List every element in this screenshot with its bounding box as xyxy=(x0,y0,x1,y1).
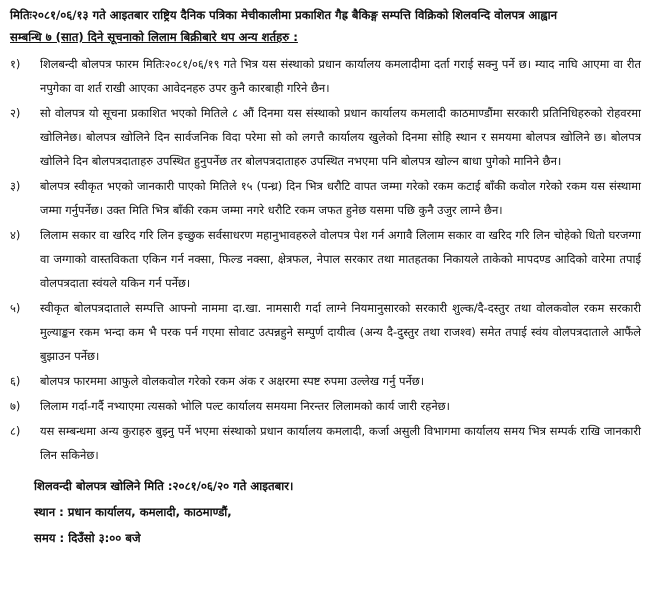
time-value: दिउँसो ३:०० बजे xyxy=(68,531,141,545)
item-number: ४) xyxy=(10,228,21,242)
condition-item-1 xyxy=(10,52,641,100)
item-number: ६) xyxy=(10,374,21,388)
opening-place xyxy=(34,499,641,525)
item-number: १) xyxy=(10,57,21,71)
item-number: ७) xyxy=(10,399,21,413)
place-value: प्रधान कार्यालय, कमलादी, काठमाण्डौं, xyxy=(67,505,232,519)
condition-item-4 xyxy=(10,223,641,295)
heading-line-2: सम्बन्धि ७ (सात) दिने सूचनाको लिलाम बिक्रीबारे थप अन्य शर्तहरु : xyxy=(10,30,298,44)
time-label: समय : xyxy=(34,531,65,545)
notice-heading xyxy=(10,4,641,48)
item-number: २) xyxy=(10,106,21,120)
condition-item-7 xyxy=(10,394,641,418)
opening-date: शिलवन्दी बोलपत्र खोलिने मिति :२०८१/०६/२० गते आइतबार। xyxy=(34,479,294,493)
condition-item-8 xyxy=(10,419,641,467)
condition-item-3 xyxy=(10,174,641,222)
item-text: स्वीकृत बोलपत्रदाताले सम्पत्ति आफ्नो नाममा दा.खा. नामसारी गर्दा लाग्ने नियमानुसारको सरकारी शुल्क/दै-दस्तुर तथा वोलकवोल रकम सरकारी मुल्याङ्कन रकम भन्दा कम भै परक पर्न गएमा सोवाट उत्पन्नहुने सम्पुर्ण दायीत्व (अन्य दै-दुस्तुर तथा राजश्व) समेत तपाई स्वंय वोलपत्रदाताले आफैंले बुझाउन पर्नेछ। xyxy=(40,301,641,363)
conditions-list xyxy=(10,52,641,467)
item-text: लिलाम सकार वा खरिद गरि लिन इच्छुक सर्वसाधरण महानुभावहरुले वोलपत्र पेश गर्न अगावै लिलाम सकार वा खरिद गरि लिन चोहेको धितो घरजग्गा वा जग्गाको वास्तविकता एकिन गर्न नक्सा, फिल्ड नक्सा, क्षेत्रफल, नेपाल सरकार तथा मातहतका निकायले ताकेको मापदण्ड आदिको वारेमा तपाई वोलपत्रदाता स्वंयले यकिन गर्न पर्नेछ। xyxy=(40,228,641,290)
condition-item-2 xyxy=(10,101,641,173)
opening-time xyxy=(34,525,641,551)
heading-line-1: मितिः२०८१/०६/१३ गते आइतबार राष्ट्रिय दैनिक पत्रिका मेचीकालीमा प्रकाशित गैह्र बैकिङ्ग सम्पत्ति विक्रिको शिलवन्दि वोलपत्र आह्वान xyxy=(10,8,558,22)
item-text: लिलाम गर्दा-गर्दै नभ्याएमा त्यसको भोलि पल्ट कार्यालय समयमा निरन्तर लिलामको कार्य जारी रहनेछ। xyxy=(40,399,450,413)
item-text: शिलबन्दी बोलपत्र फारम मितिः२०८१/०६/१९ गते भित्र यस संस्थाको प्रधान कार्यालय कमलादीमा दर्ता गराई सक्नु पर्ने छ। म्याद नाघि आएमा वा रीत नपुगेका वा शर्त राखी आएका आवेदनहरु उपर कुनै कारबाही गरिने छैन। xyxy=(40,57,641,95)
opening-details xyxy=(34,473,641,551)
item-text: बोलपत्र स्वीकृत भएको जानकारी पाएको मितिले १५ (पन्ध्र) दिन भित्र धरौटि वापत जम्मा गरेको रकम कटाई बाँकी कवोल गरेको रकम यस संस्थामा जम्मा गर्नुपर्नेछ। उक्त मिति भित्र बाँकी रकम जम्मा नगरे धरौटि रकम जफत हुनेछ यसमा पछि कुनै उजुर लाग्ने छैन। xyxy=(40,179,641,217)
item-number: ८) xyxy=(10,424,21,438)
item-number: ३) xyxy=(10,179,21,193)
item-text: सो वोलपत्र यो सूचना प्रकाशित भएको मितिले ८ औं दिनमा यस संस्थाको प्रधान कार्यालय कमलादी काठमाण्डौंमा सरकारी प्रतिनिधिहरुको रोहवरमा खोलिनेछ। बोलपत्र खोलिने दिन सार्वजनिक विदा परेमा सो को लगत्तै कार्यालय खुलेको दिनमा सोहि स्थान र समयमा बोलपत्र खोलिने छ। बोलपत्र खोलिने दिन बोलपत्रदाताहरु उपस्थित हुनुपर्नेछ तर बोलपत्रदाताहरु उपस्थित नभएमा पनि बोलपत्र खोल्न बाधा पुगेको मानिने छैन। xyxy=(40,106,641,168)
place-label: स्थान : xyxy=(34,505,64,519)
item-text: यस सम्बन्धमा अन्य कुराहरु बुझ्नु पर्ने भएमा संस्थाको प्रधान कार्यालय कमलादी, कर्जा असुली विभागमा कार्यालय समय भित्र सम्पर्क राखि जानकारी लिन सकिनेछ। xyxy=(40,424,641,462)
item-text: बोलपत्र फारममा आफुले वोलकवोल गरेको रकम अंक र अक्षरमा स्पष्ट रुपमा उल्लेख गर्नु पर्नेछ। xyxy=(40,374,425,388)
condition-item-5 xyxy=(10,296,641,368)
item-number: ५) xyxy=(10,301,21,315)
condition-item-6 xyxy=(10,369,641,393)
